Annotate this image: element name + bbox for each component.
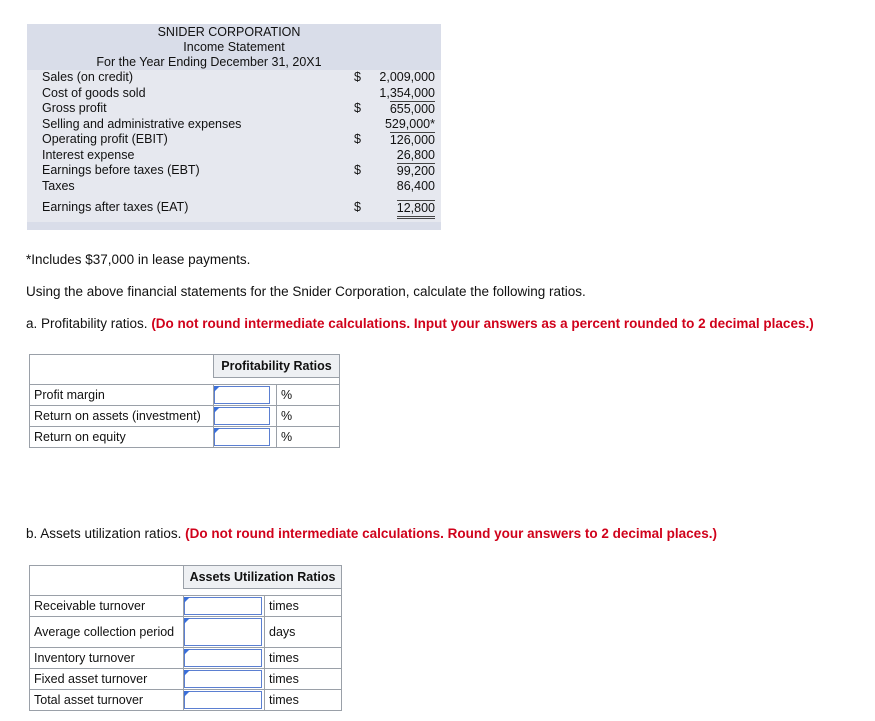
row-label: Interest expense <box>42 147 135 162</box>
footnote: *Includes $37,000 in lease payments. <box>26 252 251 267</box>
table-row <box>30 690 342 711</box>
row-value: 655,000 <box>389 102 435 116</box>
header-blank <box>30 355 214 378</box>
table-row <box>30 385 340 406</box>
row-currency: $ <box>354 200 361 214</box>
part-a-note: (Do not round intermediate calculations. Input your answers as a percent rounded to 2 decimal places.) <box>151 316 814 331</box>
row-label: Gross profit <box>42 101 107 115</box>
statement-row <box>27 101 441 117</box>
part-a-prompt <box>26 316 814 331</box>
part-b-label: b. Assets utilization ratios. <box>26 526 182 541</box>
row-label: Earnings after taxes (EAT) <box>42 200 189 214</box>
fixed-asset-turnover-input[interactable] <box>184 670 262 688</box>
row-currency: $ <box>354 70 361 84</box>
row-label: Cost of goods sold <box>42 85 146 100</box>
row-value: 86,400 <box>396 178 435 193</box>
row-currency: $ <box>354 132 361 146</box>
row-currency: $ <box>354 101 361 115</box>
part-b-prompt <box>26 526 717 541</box>
ratio-unit: times <box>265 648 342 669</box>
table-row <box>30 648 342 669</box>
assets-utilization-header: Assets Utilization Ratios <box>184 566 342 589</box>
statement-period: For the Year Ending December 31, 20X1 <box>96 55 322 69</box>
answer-cell <box>184 617 265 648</box>
answer-cell <box>214 427 277 448</box>
statement-row <box>27 163 441 179</box>
ratio-unit: times <box>265 690 342 711</box>
receivable-turnover-input[interactable] <box>184 597 262 615</box>
answer-cell <box>184 669 265 690</box>
answer-cell <box>214 406 277 427</box>
spacer <box>30 589 342 596</box>
answer-cell <box>214 385 277 406</box>
answer-cell <box>184 648 265 669</box>
part-a-label: a. Profitability ratios. <box>26 316 148 331</box>
ratio-label: Receivable turnover <box>30 596 184 617</box>
statement-row <box>27 200 441 216</box>
row-value: 12,800 <box>397 200 435 219</box>
table-row <box>30 427 340 448</box>
ratio-label: Fixed asset turnover <box>30 669 184 690</box>
statement-title: Income Statement <box>183 40 285 54</box>
row-label: Selling and administrative expenses <box>42 116 242 131</box>
ratio-label: Average collection period <box>30 617 184 648</box>
answer-cell <box>184 690 265 711</box>
profit-margin-input[interactable] <box>214 386 270 404</box>
row-value: 529,000* <box>384 116 435 131</box>
return-on-equity-input[interactable] <box>214 428 270 446</box>
answer-cell <box>184 596 265 617</box>
table-row <box>30 617 342 648</box>
total-asset-turnover-input[interactable] <box>184 691 262 709</box>
header-blank <box>30 566 184 589</box>
statement-body <box>27 70 441 216</box>
row-value: 2,009,000 <box>379 70 435 84</box>
table-row <box>30 596 342 617</box>
assets-utilization-table <box>29 565 342 711</box>
row-label: Earnings before taxes (EBT) <box>42 163 200 177</box>
part-b-note: (Do not round intermediate calculations. Round your answers to 2 decimal places.) <box>185 526 717 541</box>
statement-row <box>27 86 441 102</box>
ratio-label: Return on equity <box>30 427 214 448</box>
profitability-header: Profitability Ratios <box>214 355 340 378</box>
statement-row <box>27 70 441 86</box>
row-value: 26,800 <box>396 147 435 162</box>
ratio-unit: % <box>277 406 340 427</box>
row-label: Sales (on credit) <box>42 70 134 84</box>
row-label: Taxes <box>42 178 75 193</box>
row-label: Operating profit (EBIT) <box>42 132 168 146</box>
statement-footer-bar <box>27 222 441 230</box>
row-value: 99,200 <box>396 164 435 178</box>
ratio-unit: times <box>265 596 342 617</box>
statement-row <box>27 148 441 164</box>
row-currency: $ <box>354 163 361 177</box>
row-value: 1,354,000 <box>379 85 435 100</box>
inventory-turnover-input[interactable] <box>184 649 262 667</box>
ratio-unit: days <box>265 617 342 648</box>
ratio-label: Profit margin <box>30 385 214 406</box>
ratio-label: Return on assets (investment) <box>30 406 214 427</box>
profitability-table <box>29 354 340 448</box>
ratio-label: Total asset turnover <box>30 690 184 711</box>
ratio-unit: % <box>277 385 340 406</box>
spacer <box>30 378 340 385</box>
average-collection-period-input[interactable] <box>184 618 262 646</box>
income-statement <box>27 24 441 216</box>
instruction-text: Using the above financial statements for the Snider Corporation, calculate the following ratios. <box>26 284 586 299</box>
company-name: SNIDER CORPORATION <box>157 25 301 39</box>
ratio-unit: % <box>277 427 340 448</box>
statement-row <box>27 117 441 133</box>
return-on-assets-input[interactable] <box>214 407 270 425</box>
ratio-unit: times <box>265 669 342 690</box>
row-value: 126,000 <box>389 133 435 147</box>
ratio-label: Inventory turnover <box>30 648 184 669</box>
table-row <box>30 669 342 690</box>
statement-row <box>27 132 441 148</box>
statement-row <box>27 179 441 195</box>
statement-header <box>27 24 441 70</box>
table-row <box>30 406 340 427</box>
